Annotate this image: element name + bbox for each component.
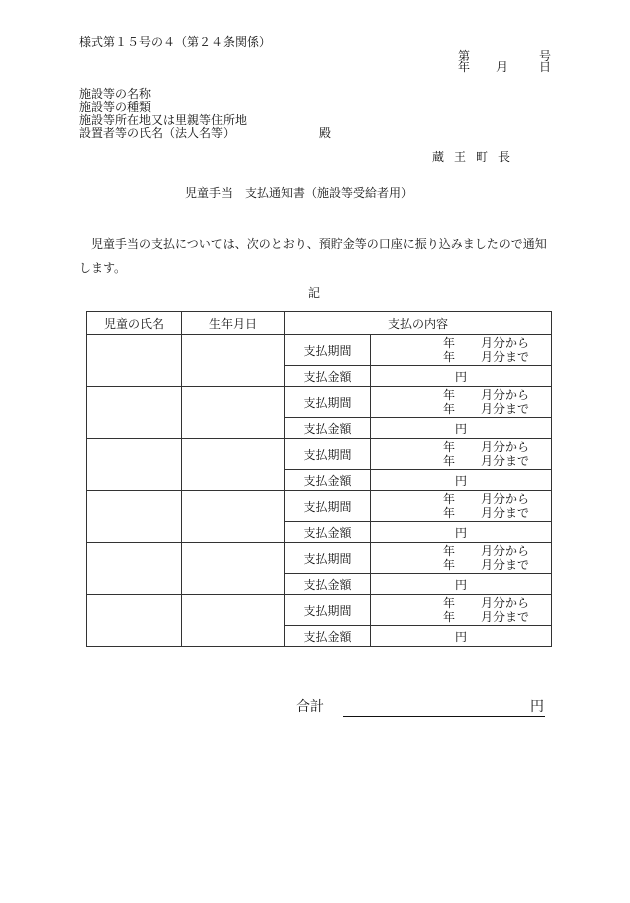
period-to-year: 年 [443,350,456,364]
period-label: 支払期間 [285,543,371,574]
payment-table [86,311,552,647]
birth-date-cell [182,543,285,595]
birth-date-cell [182,595,285,647]
child-name-cell [87,439,182,491]
header-child-name: 児童の氏名 [87,312,182,335]
child-name-cell [87,387,182,439]
child-name-cell [87,543,182,595]
period-value [371,491,552,522]
period-value [371,543,552,574]
birth-date-cell [182,335,285,387]
header-payment-content: 支払の内容 [285,312,552,335]
period-from-month: 月分から [481,336,530,350]
period-from-year: 年 [443,492,456,506]
recipient-info [79,88,247,140]
period-label: 支払期間 [285,595,371,626]
period-from-month: 月分から [481,440,530,454]
period-to-year: 年 [443,558,456,572]
period-value [371,387,552,418]
period-value [371,595,552,626]
date-month-label: 月 [496,60,509,74]
total-label: 合計 [296,699,324,715]
number-label: 第 [458,49,471,63]
honorific: 殿 [319,126,332,140]
period-from-month: 月分から [481,388,530,402]
facility-name-label: 施設等の名称 [79,87,152,101]
facility-address-label: 施設等所在地又は里親等住所地 [79,113,248,127]
period-to-year: 年 [443,506,456,520]
period-to-month: 月分まで [481,506,530,520]
period-from-year: 年 [443,544,456,558]
period-label: 支払期間 [285,439,371,470]
period-from-year: 年 [443,596,456,610]
period-label: 支払期間 [285,335,371,366]
facility-type-label: 施設等の種類 [79,100,152,114]
amount-value: 円 [371,366,552,387]
ki-label: 記 [308,286,321,300]
period-from-month: 月分から [481,492,530,506]
table-row [87,387,552,418]
table-row [87,491,552,522]
period-from-year: 年 [443,388,456,402]
total-yen-label: 円 [530,699,544,715]
child-name-cell [87,491,182,543]
period-value [371,439,552,470]
body-text: 児童手当の支払については、次のとおり、預貯金等の口座に振り込みましたので通知します。 [79,237,547,275]
period-to-month: 月分まで [481,610,530,624]
table-row [87,439,552,470]
amount-value: 円 [371,574,552,595]
amount-label: 支払金額 [285,626,371,647]
amount-label: 支払金額 [285,470,371,491]
table-header-row [87,312,552,335]
amount-value: 円 [371,626,552,647]
period-label: 支払期間 [285,491,371,522]
total-amount-line [343,716,545,717]
amount-label: 支払金額 [285,522,371,543]
table-row [87,595,552,626]
amount-value: 円 [371,470,552,491]
period-to-year: 年 [443,402,456,416]
period-from-year: 年 [443,440,456,454]
amount-value: 円 [371,418,552,439]
period-to-month: 月分まで [481,558,530,572]
table-row [87,543,552,574]
founder-name-label: 設置者等の氏名（法人名等） [79,126,236,140]
period-to-month: 月分まで [481,350,530,364]
amount-label: 支払金額 [285,366,371,387]
amount-label: 支払金額 [285,418,371,439]
period-from-month: 月分から [481,596,530,610]
form-number: 様式第１５号の４（第２４条関係） [79,35,272,49]
period-from-year: 年 [443,336,456,350]
table-row [87,335,552,366]
birth-date-cell [182,491,285,543]
period-to-year: 年 [443,454,456,468]
birth-date-cell [182,387,285,439]
period-value [371,335,552,366]
child-name-cell [87,595,182,647]
period-to-year: 年 [443,610,456,624]
header-birth-date: 生年月日 [182,312,285,335]
period-label: 支払期間 [285,387,371,418]
amount-label: 支払金額 [285,574,371,595]
birth-date-cell [182,439,285,491]
period-from-month: 月分から [481,544,530,558]
document-title: 児童手当 支払通知書（施設等受給者用） [185,186,414,200]
date-year-label: 年 [458,60,471,74]
issuer: 蔵王町長 [432,150,521,164]
amount-value: 円 [371,522,552,543]
date-day-label: 日 [539,60,552,74]
number-suffix: 号 [539,49,552,63]
period-to-month: 月分まで [481,402,530,416]
child-name-cell [87,335,182,387]
period-to-month: 月分まで [481,454,530,468]
